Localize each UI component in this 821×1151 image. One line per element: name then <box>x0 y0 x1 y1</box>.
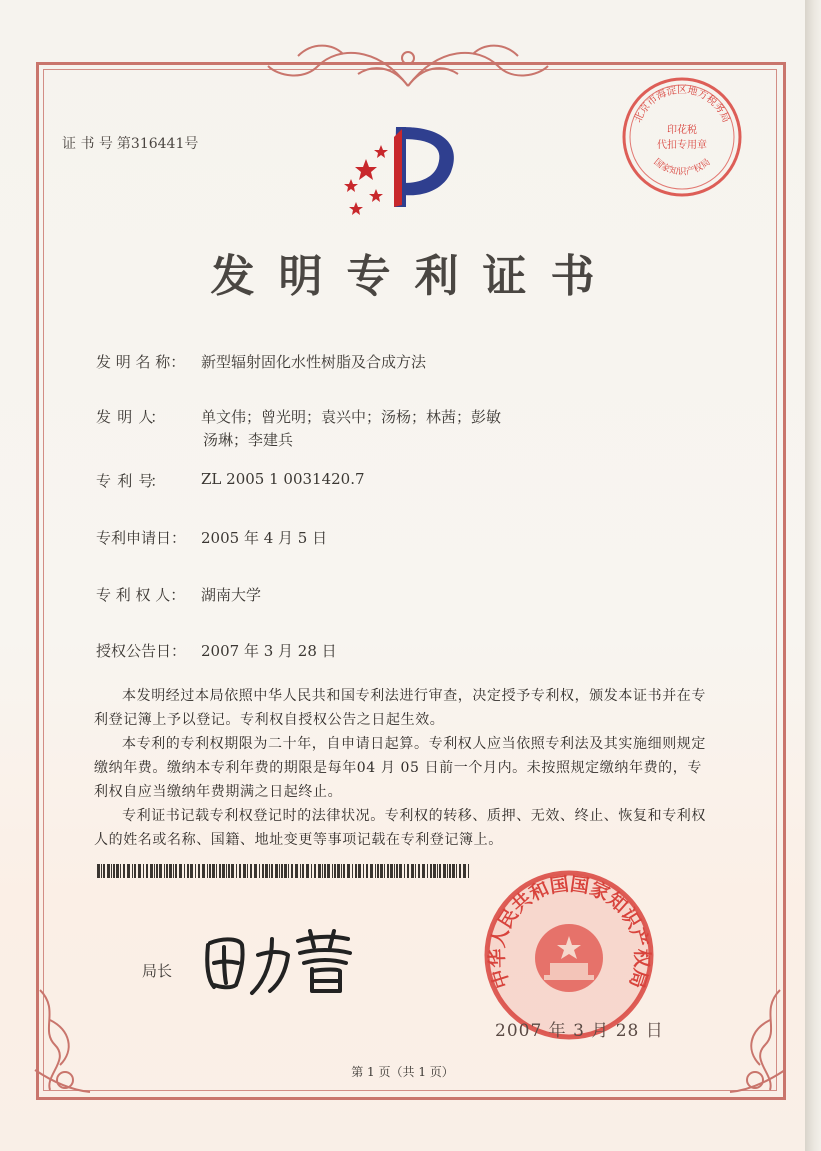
barcode-bar <box>343 864 345 878</box>
barcode-bar <box>407 864 409 878</box>
patent-office-logo-icon <box>336 117 471 222</box>
barcode-bar <box>198 864 200 878</box>
barcode-bar <box>311 864 312 878</box>
tax-seal-ring-text: 北京市海淀区地方税务局 <box>632 85 732 125</box>
barcode-bar <box>169 864 172 878</box>
barcode-bar <box>352 864 353 878</box>
barcode-bar <box>275 864 278 878</box>
director-label: 局长 <box>142 962 173 980</box>
corner-ornament-icon <box>720 980 790 1100</box>
barcode-bar <box>341 864 342 878</box>
barcode-bar <box>449 864 451 878</box>
barcode-bar <box>187 864 189 878</box>
certificate-number-label: 证 书 号 <box>62 136 113 152</box>
barcode-bar <box>284 864 287 878</box>
barcode-bar <box>231 864 234 878</box>
barcode-bar <box>404 864 405 878</box>
barcode-bar <box>132 864 133 878</box>
barcode-bar <box>228 864 230 878</box>
barcode-bar <box>226 864 227 878</box>
grant-date-label: 授权公告日： <box>96 642 187 660</box>
barcode-bar <box>154 864 155 878</box>
field-patent-number <box>96 470 365 491</box>
certificate-number <box>62 133 198 153</box>
barcode-bar <box>243 864 246 878</box>
field-patentee <box>96 584 261 605</box>
barcode-bar <box>184 864 185 878</box>
barcode-bar <box>164 864 165 878</box>
official-seal-ring-text: 中华人民共和国国家知识产权局 <box>487 874 652 991</box>
barcode-bar <box>236 864 237 878</box>
barcode-bar <box>314 864 316 878</box>
barcode-bar <box>146 864 148 878</box>
barcode-bar <box>111 864 112 878</box>
barcode-bar <box>262 864 264 878</box>
barcode-bar <box>216 864 217 878</box>
inventors-label: 发 明 人： <box>96 408 163 426</box>
barcode-bar <box>415 864 416 878</box>
field-grant-date <box>96 640 337 661</box>
barcode-bar <box>107 864 110 878</box>
barcode-bar <box>334 864 336 878</box>
barcode-bar <box>269 864 270 878</box>
grant-date-value: 2007 年 3 月 28 日 <box>201 642 337 660</box>
field-application-date <box>96 527 327 548</box>
national-emblem-icon <box>535 924 603 992</box>
barcode-bar <box>375 864 376 878</box>
barcode-bar <box>422 864 425 878</box>
page-edge <box>805 0 821 1151</box>
barcode-bar <box>430 864 432 878</box>
barcode-bar <box>97 864 100 878</box>
tax-seal-center-2: 代扣专用章 <box>657 140 707 151</box>
barcode-bar <box>271 864 273 878</box>
barcode-bar <box>318 864 321 878</box>
seal-date: 2007 年 3 月 28 日 <box>495 1021 664 1041</box>
barcode-bar <box>418 864 420 878</box>
barcode-bar <box>355 864 357 878</box>
patentee-value: 湖南大学 <box>201 586 262 604</box>
barcode-bar <box>377 864 379 878</box>
barcode-bar <box>212 864 215 878</box>
barcode-bar <box>127 864 130 878</box>
barcode-bar <box>120 864 121 878</box>
barcode-bar <box>347 864 350 878</box>
patent-number-value: ZL 2005 1 0031420.7 <box>201 470 365 488</box>
barcode-bar <box>306 864 309 878</box>
barcode-bar <box>279 864 280 878</box>
tax-seal-center-1: 印花税 <box>667 125 697 136</box>
barcode-bar <box>175 864 177 878</box>
barcode-bar <box>138 864 141 878</box>
barcode-bar <box>156 864 158 878</box>
barcode-bar <box>288 864 289 878</box>
inventors-value-line1: 单文伟；曾光明；袁兴中；汤杨；林茜；彭敏 <box>201 408 502 426</box>
barcode-bar <box>358 864 361 878</box>
barcode-bar <box>468 864 469 878</box>
barcode-bar <box>363 864 364 878</box>
barcode-bar <box>439 864 441 878</box>
barcode <box>97 864 472 878</box>
barcode-bar <box>332 864 333 878</box>
top-ornament-icon <box>258 36 558 96</box>
barcode-bar <box>366 864 368 878</box>
barcode-bar <box>327 864 330 878</box>
barcode-bar <box>459 864 461 878</box>
application-date-label: 专利申请日： <box>96 529 187 547</box>
barcode-bar <box>452 864 455 878</box>
barcode-bar <box>387 864 389 878</box>
barcode-bar <box>291 864 293 878</box>
svg-text:国家知识产权局 <box>652 157 712 177</box>
barcode-bar <box>219 864 221 878</box>
body-paragraph-3: 专利证书记载专利权登记时的法律状况。专利权的转移、质押、无效、终止、恢复和专利权人的姓名或名称、国籍、地址变更等事项记载在专利登记簿上。 <box>94 808 706 848</box>
barcode-bar <box>159 864 162 878</box>
inventors-value-line2: 汤琳；李建兵 <box>203 431 294 449</box>
barcode-bar <box>324 864 326 878</box>
barcode-bar <box>437 864 438 878</box>
barcode-bar <box>113 864 115 878</box>
barcode-bar <box>202 864 205 878</box>
patent-number-label: 专 利 号： <box>96 472 163 490</box>
barcode-bar <box>173 864 174 878</box>
barcode-bar <box>443 864 446 878</box>
invention-name-value: 新型辐射固化水性树脂及合成方法 <box>201 353 427 371</box>
field-invention-name <box>96 351 426 372</box>
barcode-bar <box>123 864 125 878</box>
barcode-bar <box>239 864 241 878</box>
barcode-bar <box>195 864 196 878</box>
barcode-bar <box>337 864 340 878</box>
barcode-bar <box>463 864 466 878</box>
corner-ornament-icon <box>30 980 100 1100</box>
barcode-bar <box>302 864 304 878</box>
barcode-bar <box>116 864 119 878</box>
barcode-bar <box>295 864 298 878</box>
decorative-border-inner <box>43 69 777 1091</box>
barcode-bar <box>394 864 395 878</box>
barcode-bar <box>370 864 373 878</box>
barcode-bar <box>190 864 193 878</box>
tax-seal-bottom-text: 国家知识产权局 <box>652 156 712 177</box>
barcode-bar <box>411 864 414 878</box>
barcode-bar <box>143 864 144 878</box>
barcode-bar <box>265 864 268 878</box>
invention-name-label: 发 明 名 称： <box>96 353 186 371</box>
tax-stamp-seal <box>620 75 745 200</box>
barcode-bar <box>427 864 428 878</box>
barcode-bar <box>134 864 136 878</box>
patentee-label: 专 利 权 人： <box>96 586 186 604</box>
barcode-bar <box>250 864 252 878</box>
barcode-bar <box>456 864 457 878</box>
barcode-bar <box>399 864 402 878</box>
barcode-bar <box>179 864 182 878</box>
body-paragraph-1: 本发明经过本局依照中华人民共和国专利法进行审查，决定授予专利权，颁发本证书并在专利登记簿上予以登记。专利权自授权公告之日起生效。 <box>94 688 706 728</box>
barcode-bar <box>259 864 260 878</box>
barcode-bar <box>322 864 323 878</box>
barcode-bar <box>150 864 153 878</box>
barcode-bar <box>166 864 168 878</box>
certificate-number-value: 第316441号 <box>116 136 199 152</box>
barcode-bar <box>447 864 448 878</box>
barcode-bar <box>207 864 208 878</box>
director-signature <box>200 925 360 1000</box>
barcode-bar <box>300 864 301 878</box>
application-date-value: 2005 年 4 月 5 日 <box>201 529 328 547</box>
barcode-bar <box>101 864 102 878</box>
barcode-bar <box>103 864 105 878</box>
page-title: 发明专利证书 <box>210 251 619 302</box>
field-inventors <box>96 406 501 427</box>
page-number: 第 1 页（共 1 页） <box>351 1065 454 1079</box>
barcode-bar <box>384 864 385 878</box>
barcode-bar <box>433 864 436 878</box>
barcode-bar <box>281 864 283 878</box>
barcode-bar <box>396 864 398 878</box>
barcode-bar <box>222 864 225 878</box>
body-paragraph-2: 本专利的专利权期限为二十年，自申请日起算。专利权人应当依照专利法及其实施细则规定缴纳年费。缴纳本专利年费的期限是每年04 月 05 日前一个月内。未按照规定缴纳年费的，专利权自应当缴纳年费期满之日起终止。 <box>94 736 706 800</box>
barcode-bar <box>254 864 257 878</box>
barcode-bar <box>209 864 211 878</box>
barcode-bar <box>380 864 383 878</box>
barcode-bar <box>247 864 248 878</box>
barcode-bar <box>390 864 393 878</box>
